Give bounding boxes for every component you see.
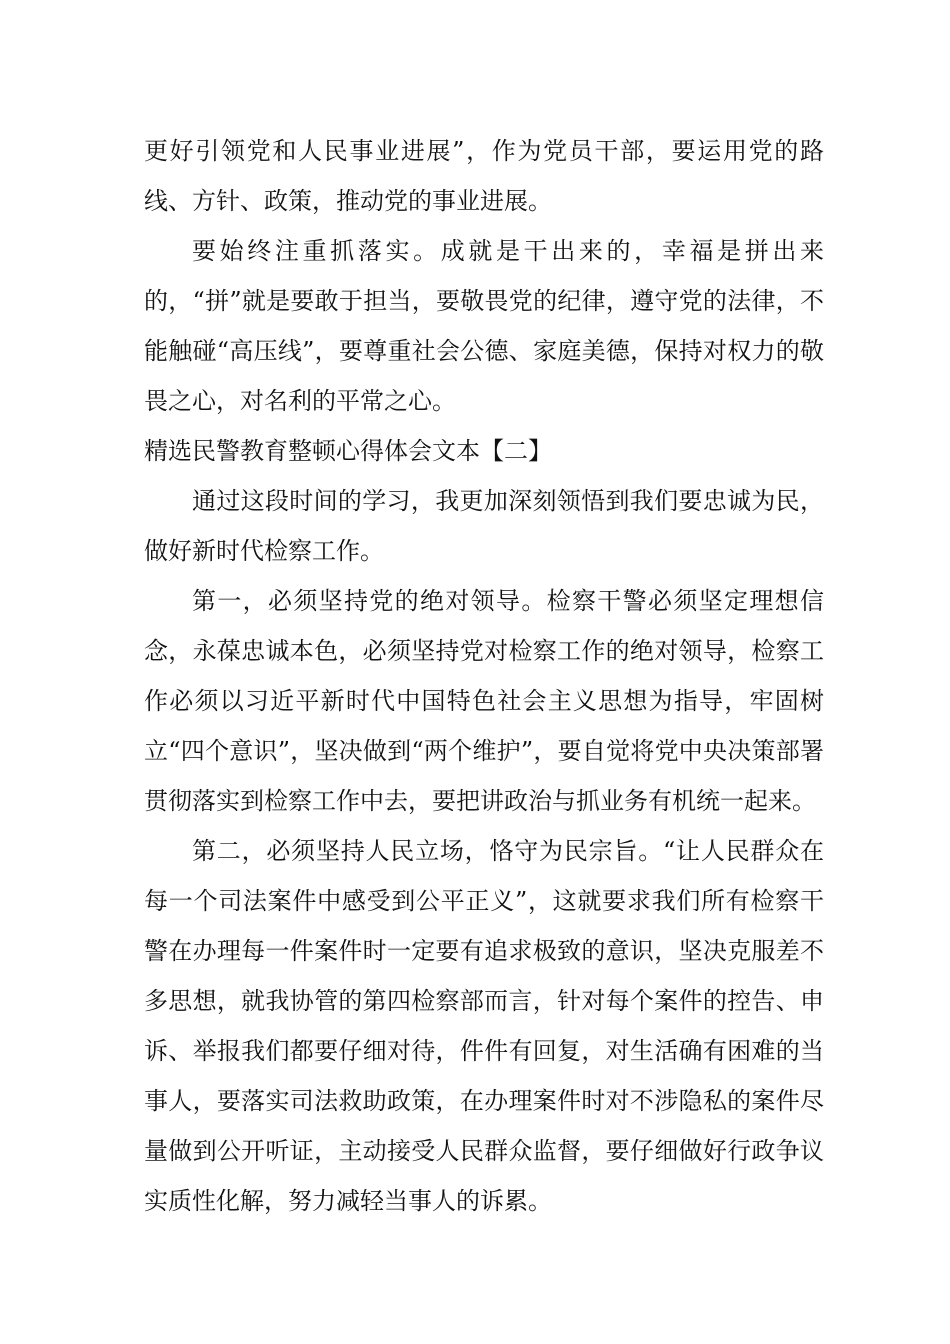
document-body xyxy=(144,126,824,1226)
paragraph-2: 要始终注重抓落实。成就是干出来的，幸福是拼出来的，“拼”就是要敢于担当，要敬畏党的纪律，遵守党的法律，不能触碰“高压线”，要尊重社会公德、家庭美德，保持对权力的敬畏之心，对名利的平常之心。 xyxy=(144,237,824,415)
paragraph-5: 第二，必须坚持人民立场，恪守为民宗旨。“让人民群众在每一个司法案件中感受到公平正义”，这就要求我们所有检察干警在办理每一件案件时一定要有追求极致的意识，坚决克服差不多思想，就我协管的第四检察部而言，针对每个案件的控告、申诉、举报我们都要仔细对待，件件有回复，对生活确有困难的当事人，要落实司法救助政策，在办理案件时对不涉隐私的案件尽量做到公开听证，主动接受人民群众监督，要仔细做好行政争议实质性化解，努力减轻当事人的诉累。 xyxy=(144,837,824,1215)
paragraph-3: 通过这段时间的学习，我更加深刻领悟到我们要忠诚为民，做好新时代检察工作。 xyxy=(144,487,824,565)
paragraph-4: 第一，必须坚持党的绝对领导。检察干警必须坚定理想信念，永葆忠诚本色，必须坚持党对检察工作的绝对领导，检察工作必须以习近平新时代中国特色社会主义思想为指导，牢固树立“四个意识”，坚决做到“两个维护”，要自觉将党中央决策部署贯彻落实到检察工作中去，要把讲政治与抓业务有机统一起来。 xyxy=(144,587,824,815)
paragraph-1: 更好引领党和人民事业进展”，作为党员干部，要运用党的路线、方针、政策，推动党的事业进展。 xyxy=(144,137,824,215)
section-heading: 精选民警教育整顿心得体会文本【二】 xyxy=(144,437,552,465)
